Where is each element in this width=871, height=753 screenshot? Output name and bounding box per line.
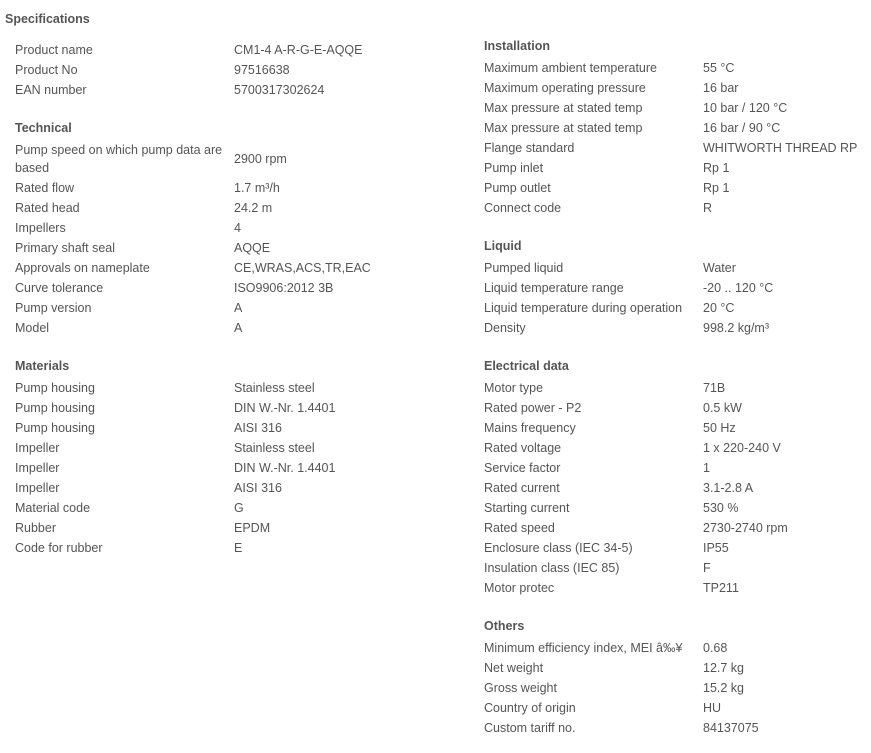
- spec-row: [15, 198, 465, 218]
- spec-label: Mains frequency: [484, 421, 576, 435]
- spec-row: [484, 518, 869, 538]
- spec-value: 12.7 kg: [703, 661, 745, 675]
- spec-row: [484, 438, 869, 458]
- spec-label: Rated power - P2: [484, 401, 582, 415]
- spec-value: AISI 316: [234, 481, 282, 495]
- spec-label: Pumped liquid: [484, 261, 564, 275]
- spec-label: Density: [484, 321, 526, 335]
- spec-label: Liquid temperature during operation: [484, 301, 683, 315]
- spec-row: [484, 198, 869, 218]
- spec-value: AISI 316: [234, 421, 282, 435]
- spec-row: [15, 178, 465, 198]
- spec-row: [484, 258, 869, 278]
- spec-value: EPDM: [234, 521, 271, 535]
- spec-row: [15, 258, 465, 278]
- spec-value: E: [234, 541, 243, 555]
- spec-row: [15, 378, 465, 398]
- spec-label: Primary shaft seal: [15, 241, 116, 255]
- spec-value: 2730-2740 rpm: [703, 521, 788, 535]
- spec-label: Impellers: [15, 221, 66, 235]
- spec-value: 0.68: [703, 641, 728, 655]
- spec-label: Rubber: [15, 521, 56, 535]
- spec-value: 84137075: [703, 721, 759, 735]
- spec-value: CM1-4 A-R-G-E-AQQE: [234, 43, 363, 57]
- spec-value: ISO9906:2012 3B: [234, 281, 334, 295]
- spec-row: [484, 458, 869, 478]
- spec-row: [484, 78, 869, 98]
- spec-label: Flange standard: [484, 141, 575, 155]
- spec-value: A: [234, 301, 243, 315]
- spec-label: Material code: [15, 501, 91, 515]
- spec-value: 50 Hz: [703, 421, 736, 435]
- spec-label: Pump version: [15, 301, 92, 315]
- spec-row: [484, 278, 869, 298]
- spec-label: Net weight: [484, 661, 544, 675]
- spec-row: [484, 498, 869, 518]
- spec-value: 55 °C: [703, 61, 735, 75]
- spec-row: [484, 538, 869, 558]
- spec-row: [15, 60, 465, 80]
- left-column: [15, 40, 465, 558]
- spec-label: Motor type: [484, 381, 544, 395]
- spec-value: 998.2 kg/m³: [703, 321, 770, 335]
- spec-value: F: [703, 561, 711, 575]
- right-column: [484, 38, 869, 738]
- spec-value: Stainless steel: [234, 381, 315, 395]
- spec-row: [484, 298, 869, 318]
- spec-row: [15, 40, 465, 60]
- spec-value: 5700317302624: [234, 83, 325, 97]
- spec-value: G: [234, 501, 244, 515]
- spec-label: Minimum efficiency index, MEI â‰¥: [484, 641, 683, 655]
- spec-row: [15, 518, 465, 538]
- spec-label: Code for rubber: [15, 541, 103, 555]
- spec-row: [15, 478, 465, 498]
- section-heading-electrical: Electrical data: [484, 359, 569, 373]
- spec-row: [15, 278, 465, 298]
- spec-value: 15.2 kg: [703, 681, 745, 695]
- spec-row: [15, 140, 465, 178]
- spec-value: 20 °C: [703, 301, 735, 315]
- spec-label: Curve tolerance: [15, 281, 104, 295]
- spec-label: Impeller: [15, 481, 60, 495]
- spec-label: Model: [15, 321, 50, 335]
- spec-label: Starting current: [484, 501, 570, 515]
- spec-value: -20 .. 120 °C: [703, 281, 774, 295]
- spec-row: [15, 458, 465, 478]
- spec-label: Pump housing: [15, 421, 95, 435]
- spec-label: Product No: [15, 63, 78, 77]
- spec-row: [484, 638, 869, 658]
- spec-label: Rated head: [15, 201, 80, 215]
- spec-value: 4: [234, 221, 241, 235]
- spec-row: [15, 238, 465, 258]
- spec-label: Approvals on nameplate: [15, 261, 150, 275]
- spec-label: EAN number: [15, 83, 87, 97]
- spec-label: Maximum ambient temperature: [484, 61, 657, 75]
- spec-label: Pump outlet: [484, 181, 551, 195]
- section-heading-technical: Technical: [15, 121, 72, 135]
- page-title: Specifications: [5, 12, 90, 26]
- spec-row: [484, 98, 869, 118]
- spec-row: [15, 318, 465, 338]
- spec-label: Pump inlet: [484, 161, 544, 175]
- spec-value: AQQE: [234, 241, 271, 255]
- spec-label: Service factor: [484, 461, 561, 475]
- spec-row: [484, 318, 869, 338]
- spec-value: 3.1-2.8 A: [703, 481, 754, 495]
- spec-row: [15, 438, 465, 458]
- spec-value: 1.7 m³/h: [234, 181, 280, 195]
- spec-value: CE,WRAS,ACS,TR,EAC: [234, 261, 371, 275]
- spec-row: [484, 418, 869, 438]
- spec-row: [484, 698, 869, 718]
- spec-label: Rated speed: [484, 521, 555, 535]
- spec-value: Rp 1: [703, 161, 730, 175]
- spec-label: Pump housing: [15, 401, 95, 415]
- spec-row: [484, 398, 869, 418]
- spec-row: [15, 498, 465, 518]
- spec-row: [484, 558, 869, 578]
- section-heading-installation: Installation: [484, 39, 550, 53]
- spec-label: Pump housing: [15, 381, 95, 395]
- spec-value: DIN W.-Nr. 1.4401: [234, 461, 336, 475]
- spec-label: Maximum operating pressure: [484, 81, 646, 95]
- spec-label: Motor protec: [484, 581, 555, 595]
- spec-value: Stainless steel: [234, 441, 315, 455]
- spec-label: Rated voltage: [484, 441, 562, 455]
- spec-value: 1 x 220-240 V: [703, 441, 781, 455]
- spec-label: Impeller: [15, 461, 60, 475]
- spec-value: DIN W.-Nr. 1.4401: [234, 401, 336, 415]
- spec-label: Pump speed on which pump data are based: [15, 143, 223, 175]
- spec-row: [484, 678, 869, 698]
- spec-value: 16 bar / 90 °C: [703, 121, 781, 135]
- spec-row: [484, 158, 869, 178]
- spec-row: [484, 578, 869, 598]
- spec-value: TP211: [703, 581, 739, 595]
- spec-label: Max pressure at stated temp: [484, 121, 643, 135]
- spec-value: IP55: [703, 541, 729, 555]
- spec-label: Connect code: [484, 201, 562, 215]
- spec-label: Rated current: [484, 481, 560, 495]
- spec-value: 2900 rpm: [234, 152, 287, 166]
- spec-row: [15, 418, 465, 438]
- spec-row: [484, 178, 869, 198]
- spec-value: HU: [703, 701, 722, 715]
- spec-row: [15, 298, 465, 318]
- spec-label: Gross weight: [484, 681, 557, 695]
- spec-row: [15, 398, 465, 418]
- spec-value: A: [234, 321, 243, 335]
- spec-label: Max pressure at stated temp: [484, 101, 643, 115]
- spec-value: 16 bar: [703, 81, 739, 95]
- spec-label: Insulation class (IEC 85): [484, 561, 620, 575]
- spec-row: [484, 58, 869, 78]
- spec-row: [15, 538, 465, 558]
- spec-value: Water: [703, 261, 736, 275]
- section-heading-materials: Materials: [15, 359, 70, 373]
- spec-value: 530 %: [703, 501, 739, 515]
- spec-value: 10 bar / 120 °C: [703, 101, 788, 115]
- spec-label: Rated flow: [15, 181, 75, 195]
- spec-value: 0.5 kW: [703, 401, 742, 415]
- spec-label: Product name: [15, 43, 93, 57]
- spec-row: [15, 218, 465, 238]
- spec-value: Rp 1: [703, 181, 730, 195]
- spec-value: 24.2 m: [234, 201, 273, 215]
- spec-label: Custom tariff no.: [484, 721, 576, 735]
- spec-row: [484, 118, 869, 138]
- section-heading-liquid: Liquid: [484, 239, 522, 253]
- spec-value: 71B: [703, 381, 726, 395]
- spec-row: [484, 658, 869, 678]
- spec-label: Liquid temperature range: [484, 281, 624, 295]
- spec-label: Enclosure class (IEC 34-5): [484, 541, 633, 555]
- spec-value: WHITWORTH THREAD RP: [703, 141, 858, 155]
- spec-value: 97516638: [234, 63, 290, 77]
- spec-row: [15, 80, 465, 100]
- spec-row: [484, 718, 869, 738]
- spec-label: Impeller: [15, 441, 60, 455]
- spec-row: [484, 138, 869, 158]
- section-heading-others: Others: [484, 619, 525, 633]
- spec-row: [484, 478, 869, 498]
- spec-value: R: [703, 201, 713, 215]
- spec-value: 1: [703, 461, 710, 475]
- spec-label: Country of origin: [484, 701, 576, 715]
- spec-row: [484, 378, 869, 398]
